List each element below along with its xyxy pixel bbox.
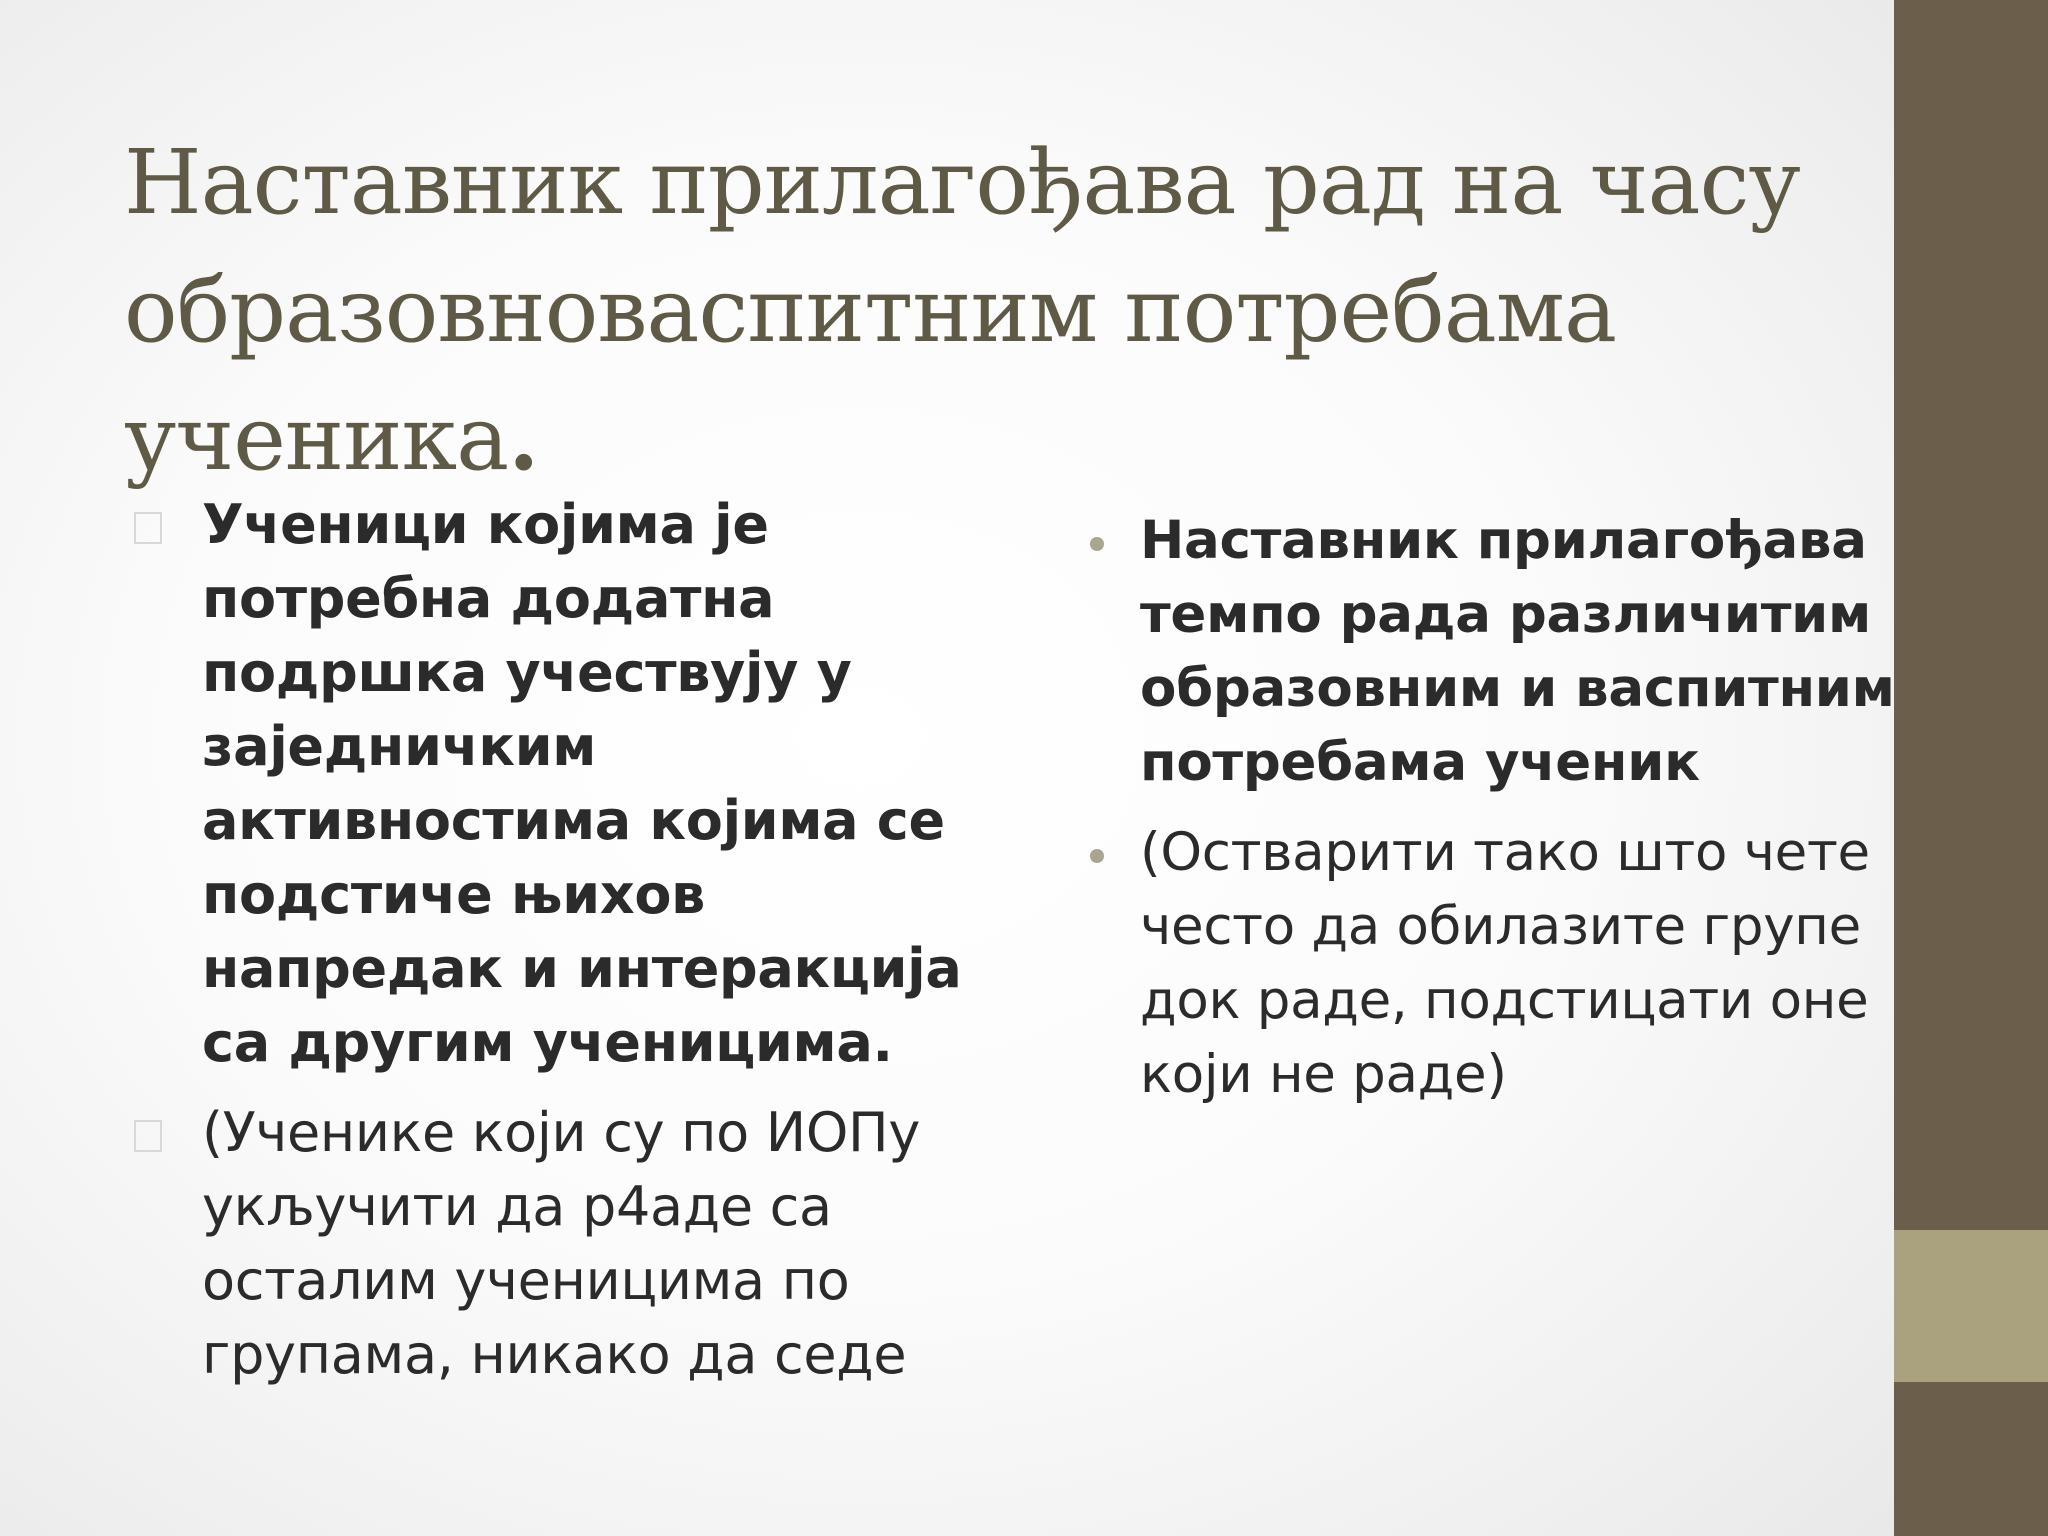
left-column xyxy=(130,488,1000,1408)
list-item-text: (Остварити тако што чете често да обилазите групе док раде, подстицати оне који не раде) xyxy=(1140,822,1870,1105)
right-column xyxy=(1090,504,1900,1128)
dot-bullet-icon xyxy=(1090,849,1104,863)
box-bullet-icon xyxy=(134,1120,162,1152)
list-item-text: Наставник прилагођава темпо рада различитим образовним и васпитним потребама ученик xyxy=(1140,510,1895,793)
list-item xyxy=(130,1096,1000,1392)
dot-bullet-icon xyxy=(1090,537,1104,551)
decorative-sidebar xyxy=(1894,0,2048,1536)
sidebar-accent-band xyxy=(1894,1230,2048,1382)
list-item-text: (Ученике који су по ИОПу укључити да р4аде са осталим ученицима по групама, никако да седе xyxy=(202,1101,921,1386)
slide-title xyxy=(124,118,1804,502)
slide-title-text: Наставник прилагођава рад на часу образовноваспитним потребама ученика xyxy=(124,130,1800,490)
list-item xyxy=(1090,504,1900,800)
list-item xyxy=(130,488,1000,1080)
slide-title-period: . xyxy=(508,385,539,490)
list-item-text: Ученици којима је потребна додатна подршка учествују у заједничким активностима којима се подстиче њихов напредак и интеракција са другим ученицима. xyxy=(202,493,962,1074)
list-item xyxy=(1090,816,1900,1112)
box-bullet-icon xyxy=(134,512,162,544)
